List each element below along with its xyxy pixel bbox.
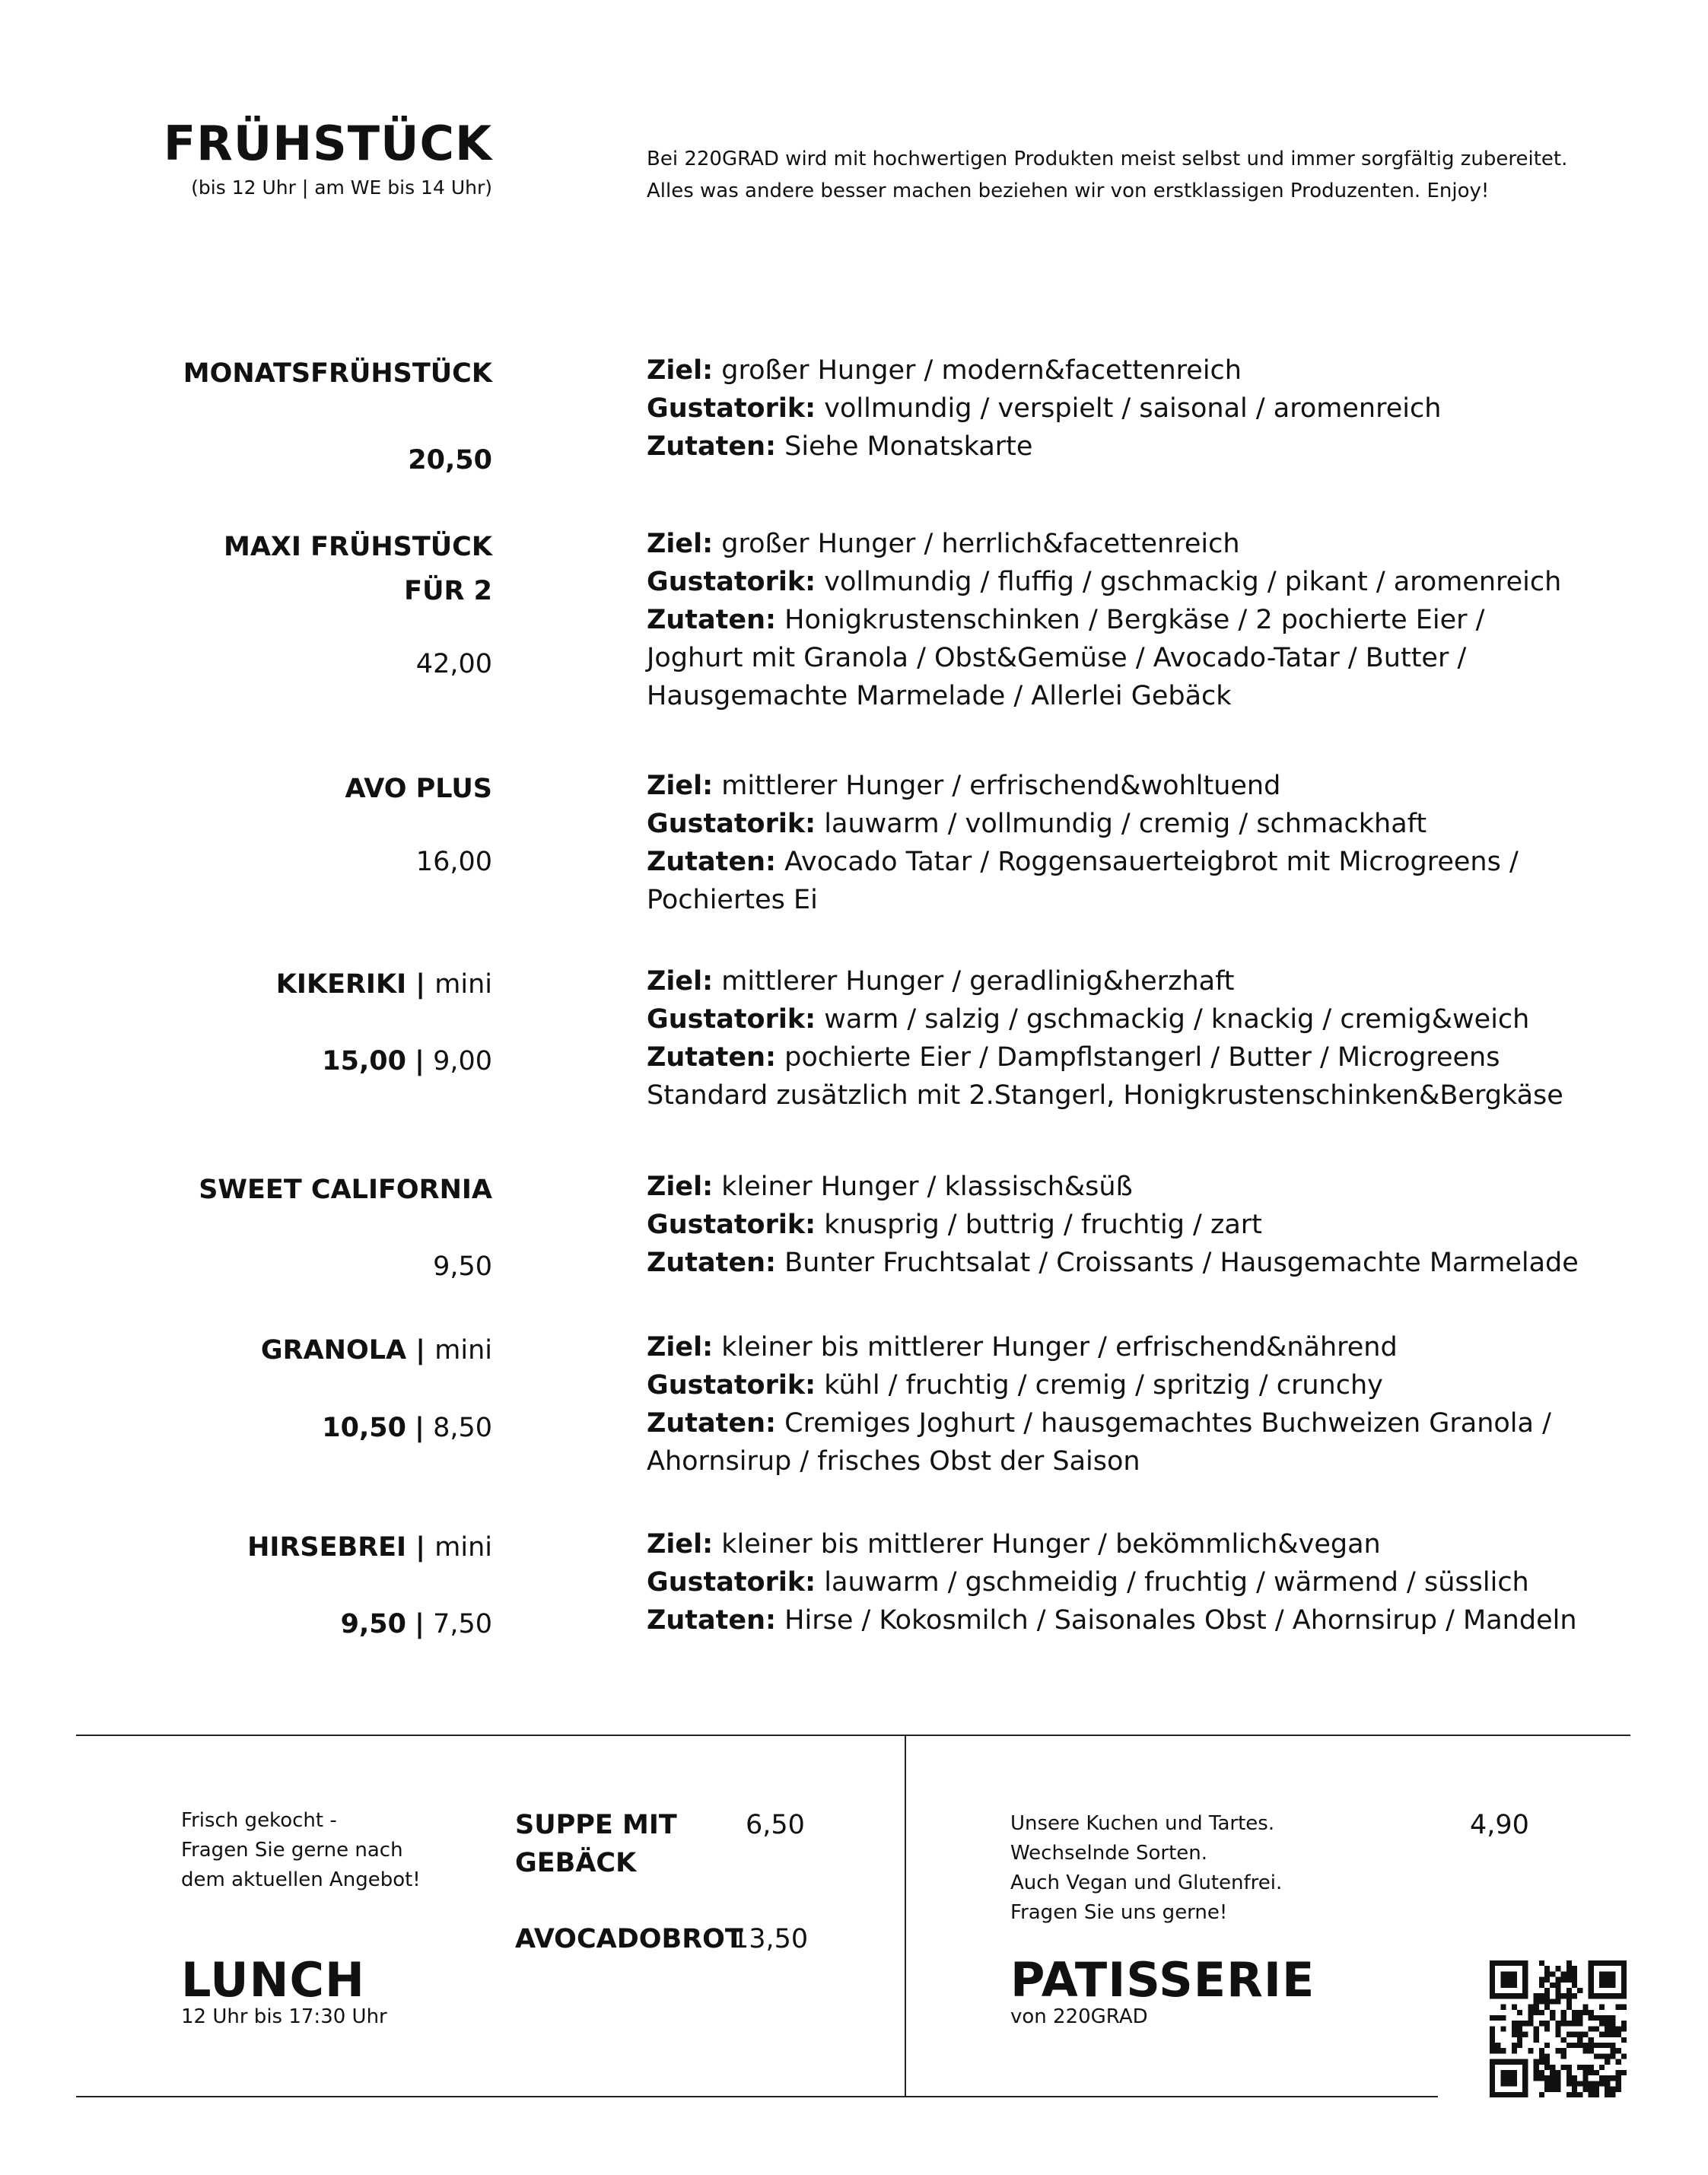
- menu-item-price: 9,50: [433, 1251, 492, 1282]
- menu-item-name: SWEET CALIFORNIA: [199, 1175, 492, 1205]
- label-zutaten: Zutaten:: [647, 1408, 777, 1439]
- lunch-item-price: 13,50: [732, 1924, 809, 1954]
- zutaten-text-cont: Pochiertes Ei: [647, 885, 818, 915]
- lunch-title: LUNCH: [181, 1952, 365, 2008]
- gustatorik-text: lauwarm / gschmeidig / fruchtig / wärmend / süsslich: [816, 1567, 1529, 1598]
- label-zutaten: Zutaten:: [647, 605, 777, 635]
- label-gustatorik: Gustatorik:: [647, 567, 816, 597]
- separator: |: [415, 1609, 425, 1639]
- menu-item-name-line2: FÜR 2: [404, 576, 492, 606]
- menu-item-description: [647, 767, 1636, 919]
- patisserie-note-line: Wechselnde Sorten.: [1010, 1842, 1207, 1865]
- gustatorik-text: vollmundig / fluffig / gschmackig / pikant / aromenreich: [816, 567, 1562, 597]
- menu-item-price: 20,50: [408, 445, 492, 475]
- ziel-text: kleiner bis mittlerer Hunger / erfrischend&nährend: [713, 1332, 1398, 1363]
- intro-text: [647, 143, 1636, 207]
- label-gustatorik: Gustatorik:: [647, 1567, 816, 1598]
- label-gustatorik: Gustatorik:: [647, 1370, 816, 1401]
- menu-item-description: [647, 1168, 1636, 1282]
- patisserie-note: [1010, 1809, 1282, 1928]
- patisserie-note-line: Unsere Kuchen und Tartes.: [1010, 1812, 1275, 1835]
- gustatorik-text: warm / salzig / gschmackig / knackig / cremig&weich: [816, 1004, 1530, 1035]
- price-regular: 9,50: [340, 1609, 406, 1639]
- footer-bottom-divider: [76, 2096, 1438, 2097]
- label-zutaten: Zutaten:: [647, 847, 777, 877]
- zutaten-text: Siehe Monatskarte: [776, 431, 1033, 462]
- page-title: FRÜHSTÜCK: [163, 116, 492, 171]
- mini-label: mini: [434, 969, 492, 1000]
- separator: |: [415, 1413, 425, 1443]
- patisserie-note-line: Fragen Sie uns gerne!: [1010, 1901, 1228, 1924]
- separator: |: [415, 1046, 425, 1076]
- lunch-item-name-line: SUPPE MIT: [515, 1810, 677, 1840]
- menu-item-description: [647, 1525, 1636, 1639]
- label-ziel: Ziel:: [647, 771, 714, 801]
- label-gustatorik: Gustatorik:: [647, 393, 816, 424]
- ziel-text: kleiner bis mittlerer Hunger / bekömmlich&vegan: [713, 1529, 1381, 1560]
- menu-item-name: AVO PLUS: [345, 774, 492, 804]
- label-ziel: Ziel:: [647, 1332, 714, 1363]
- menu-item-description: [647, 962, 1636, 1115]
- label-zutaten: Zutaten:: [647, 431, 777, 462]
- menu-item-description: [647, 1328, 1636, 1480]
- menu-item-price: [0, 1605, 492, 1643]
- zutaten-text-cont: Standard zusätzlich mit 2.Stangerl, Honigkrustenschinken&Bergkäse: [647, 1080, 1563, 1111]
- lunch-item-name: AVOCADOBROT: [515, 1924, 743, 1954]
- item-name: KIKERIKI: [275, 969, 407, 1000]
- intro-line: Alles was andere besser machen beziehen wir von erstklassigen Produzenten. Enjoy!: [647, 180, 1490, 202]
- ziel-text: kleiner Hunger / klassisch&süß: [713, 1172, 1133, 1202]
- patisserie-price: 4,90: [1470, 1810, 1529, 1840]
- menu-item-description: [647, 525, 1636, 715]
- mini-label: mini: [434, 1532, 492, 1563]
- patisserie-note-line: Auch Vegan und Glutenfrei.: [1010, 1871, 1283, 1894]
- zutaten-text: Honigkrustenschinken / Bergkäse / 2 pochierte Eier /: [776, 605, 1485, 635]
- lunch-note-line: dem aktuellen Angebot!: [181, 1868, 421, 1891]
- menu-item-name: [0, 1525, 492, 1569]
- label-gustatorik: Gustatorik:: [647, 809, 816, 839]
- ziel-text: großer Hunger / modern&facettenreich: [713, 355, 1242, 386]
- label-zutaten: Zutaten:: [647, 1042, 777, 1073]
- label-gustatorik: Gustatorik:: [647, 1210, 816, 1240]
- lunch-note: [181, 1806, 421, 1895]
- menu-item-price: [0, 1409, 492, 1447]
- menu-item-name: [0, 962, 492, 1006]
- price-mini: 7,50: [433, 1609, 492, 1639]
- price-mini: 8,50: [433, 1413, 492, 1443]
- zutaten-text: Hirse / Kokosmilch / Saisonales Obst / Ahornsirup / Mandeln: [776, 1605, 1577, 1636]
- zutaten-text: Bunter Fruchtsalat / Croissants / Hausgemachte Marmelade: [776, 1248, 1579, 1278]
- zutaten-text: pochierte Eier / Dampflstangerl / Butter / Microgreens: [776, 1042, 1500, 1073]
- lunch-note-line: Fragen Sie gerne nach: [181, 1839, 403, 1862]
- zutaten-text-cont: Hausgemachte Marmelade / Allerlei Gebäck: [647, 681, 1232, 711]
- label-zutaten: Zutaten:: [647, 1248, 777, 1278]
- item-name: GRANOLA: [260, 1335, 407, 1366]
- gustatorik-text: lauwarm / vollmundig / cremig / schmackhaft: [816, 809, 1427, 839]
- lunch-item-name: [515, 1806, 677, 1882]
- menu-item-price: 16,00: [415, 847, 492, 877]
- label-ziel: Ziel:: [647, 529, 714, 559]
- label-ziel: Ziel:: [647, 355, 714, 386]
- separator: |: [415, 969, 426, 1000]
- gustatorik-text: vollmundig / verspielt / saisonal / aromenreich: [816, 393, 1442, 424]
- label-ziel: Ziel:: [647, 1529, 714, 1560]
- menu-item-name: MONATSFRÜHSTÜCK: [183, 358, 492, 389]
- menu-item-name: MAXI FRÜHSTÜCK: [224, 532, 492, 562]
- footer-column-divider: [905, 1735, 906, 2097]
- gustatorik-text: kühl / fruchtig / cremig / spritzig / crunchy: [816, 1370, 1383, 1401]
- ziel-text: großer Hunger / herrlich&facettenreich: [713, 529, 1240, 559]
- price-mini: 9,00: [433, 1046, 492, 1076]
- zutaten-text-cont: Joghurt mit Granola / Obst&Gemüse / Avocado-Tatar / Butter /: [647, 643, 1467, 673]
- footer-top-divider: [76, 1735, 1630, 1736]
- patisserie-title: PATISSERIE: [1010, 1952, 1315, 2008]
- label-ziel: Ziel:: [647, 966, 714, 997]
- zutaten-text: Avocado Tatar / Roggensauerteigbrot mit Microgreens /: [776, 847, 1519, 877]
- lunch-item-name-line: GEBÄCK: [515, 1848, 637, 1878]
- qr-code-icon[interactable]: [1490, 1960, 1627, 2097]
- menu-item-price: 42,00: [415, 649, 492, 679]
- label-zutaten: Zutaten:: [647, 1605, 777, 1636]
- ziel-text: mittlerer Hunger / geradlinig&herzhaft: [713, 966, 1235, 997]
- lunch-note-line: Frisch gekocht -: [181, 1809, 337, 1832]
- item-name: HIRSEBREI: [247, 1532, 407, 1563]
- label-gustatorik: Gustatorik:: [647, 1004, 816, 1035]
- separator: |: [415, 1532, 426, 1563]
- lunch-item-price: 6,50: [746, 1810, 805, 1840]
- zutaten-text: Cremiges Joghurt / hausgemachtes Buchweizen Granola /: [776, 1408, 1551, 1439]
- menu-item-name: [0, 1328, 492, 1372]
- menu-item-price: [0, 1042, 492, 1080]
- price-regular: 15,00: [322, 1046, 406, 1076]
- gustatorik-text: knusprig / buttrig / fruchtig / zart: [816, 1210, 1262, 1240]
- patisserie-subtitle: von 220GRAD: [1010, 2005, 1148, 2028]
- ziel-text: mittlerer Hunger / erfrischend&wohltuend: [713, 771, 1281, 801]
- label-ziel: Ziel:: [647, 1172, 714, 1202]
- intro-line: Bei 220GRAD wird mit hochwertigen Produkten meist selbst und immer sorgfältig zubereitet.: [647, 148, 1568, 170]
- separator: |: [415, 1335, 426, 1366]
- breakfast-hours: (bis 12 Uhr | am WE bis 14 Uhr): [191, 176, 492, 199]
- price-regular: 10,50: [322, 1413, 406, 1443]
- lunch-hours: 12 Uhr bis 17:30 Uhr: [181, 2005, 387, 2028]
- menu-item-description: [647, 351, 1636, 466]
- zutaten-text-cont: Ahornsirup / frisches Obst der Saison: [647, 1446, 1140, 1477]
- mini-label: mini: [434, 1335, 492, 1366]
